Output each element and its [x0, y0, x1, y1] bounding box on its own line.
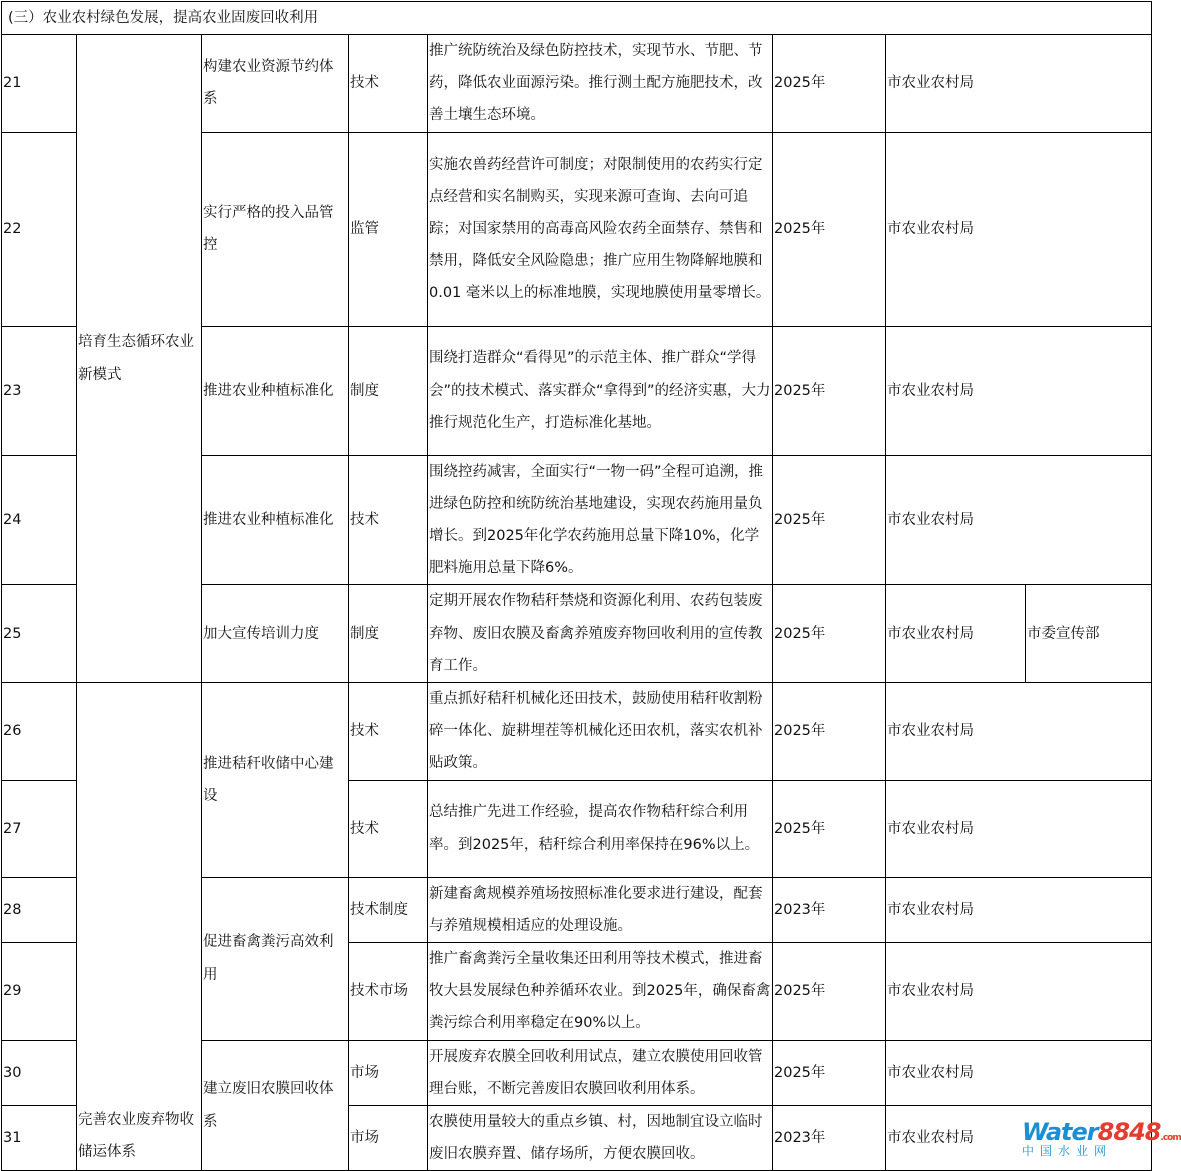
- type-cell: 监管: [349, 132, 428, 326]
- lead-dept-cell: 市农业农村局: [886, 35, 1152, 133]
- type-cell: 技术: [349, 35, 428, 133]
- measure-cell: 定期开展农作物秸秆禁烧和资源化利用、农药包装废弃物、废旧农膜及畜禽养殖废弃物回收利用的宣传教育工作。: [428, 585, 773, 683]
- measure-cell: 围绕控药减害，全面实行“一物一码”全程可追溯，推进绿色防控和统防统治基地建设，实现农药施用量负增长。到2025年化学农药施用总量下降10%，化学肥料施用总量下降6%。: [428, 455, 773, 585]
- row-number: 29: [2, 943, 77, 1041]
- lead-dept-cell: 市农业农村局: [886, 132, 1152, 326]
- type-cell: 技术: [349, 780, 428, 877]
- type-cell: 制度: [349, 585, 428, 683]
- task-cell: 推进秸秆收储中心建设: [202, 683, 349, 878]
- year-cell: 2025年: [773, 455, 886, 585]
- row-number: 30: [2, 1040, 77, 1105]
- task-cell: 加大宣传培训力度: [202, 585, 349, 683]
- task-cell: 实行严格的投入品管控: [202, 132, 349, 326]
- measure-cell: 开展废弃农膜全回收利用试点，建立农膜使用回收管理台账，不断完善废旧农膜回收利用体系。: [428, 1040, 773, 1105]
- lead-dept-cell: 市农业农村局: [886, 585, 1026, 683]
- measure-cell: 农膜使用量较大的重点乡镇、村，因地制宜设立临时废旧农膜弃置、储存场所，方便农膜回收。: [428, 1106, 773, 1171]
- type-cell: 制度: [349, 326, 428, 455]
- year-cell: 2023年: [773, 1106, 886, 1171]
- table-row: [2, 683, 1152, 781]
- lead-dept-cell: 市农业农村局: [886, 1106, 1152, 1171]
- measure-cell: 推广畜禽粪污全量收集还田利用等技术模式，推进畜牧大县发展绿色种养循环农业。到2025年，确保畜禽粪污综合利用率稳定在90%以上。: [428, 943, 773, 1041]
- row-number: 21: [2, 35, 77, 133]
- measure-cell: 实施农兽药经营许可制度；对限制使用的农药实行定点经营和实名制购买，实现来源可查询、去向可追踪；对国家禁用的高毒高风险农药全面禁存、禁售和禁用，降低安全风险隐患；推广应用生物降解地膜和 0.01 毫米以上的标准地膜，实现地膜使用量零增长。: [428, 132, 773, 326]
- task-cell: 推进农业种植标准化: [202, 455, 349, 585]
- group-cell: 完善农业废弃物收储运体系: [77, 683, 202, 1171]
- row-number: 23: [2, 326, 77, 455]
- measure-cell: 总结推广先进工作经验，提高农作物秸秆综合利用率。到2025年，秸秆综合利用率保持在96%以上。: [428, 780, 773, 877]
- type-cell: 技术: [349, 683, 428, 781]
- row-number: 24: [2, 455, 77, 585]
- year-cell: 2025年: [773, 683, 886, 781]
- year-cell: 2025年: [773, 326, 886, 455]
- measure-cell: 新建畜禽规模养殖场按照标准化要求进行建设，配套与养殖规模相适应的处理设施。: [428, 877, 773, 942]
- year-cell: 2023年: [773, 877, 886, 942]
- lead-dept-cell: 市农业农村局: [886, 1040, 1152, 1105]
- lead-dept-cell: 市农业农村局: [886, 326, 1152, 455]
- lead-dept-cell: 市农业农村局: [886, 943, 1152, 1041]
- task-cell: 推进农业种植标准化: [202, 326, 349, 455]
- type-cell: 市场: [349, 1106, 428, 1171]
- year-cell: 2025年: [773, 780, 886, 877]
- watermark-logo: [1022, 1118, 1181, 1162]
- lead-dept-cell: 市农业农村局: [886, 877, 1152, 942]
- row-number: 28: [2, 877, 77, 942]
- table-row: [2, 35, 1152, 133]
- row-number: 26: [2, 683, 77, 781]
- lead-dept-cell: 市农业农村局: [886, 683, 1152, 781]
- lead-dept-cell: 市农业农村局: [886, 455, 1152, 585]
- group-cell: 培育生态循环农业新模式: [77, 35, 202, 683]
- year-cell: 2025年: [773, 1040, 886, 1105]
- row-number: 31: [2, 1106, 77, 1171]
- type-cell: 技术市场: [349, 943, 428, 1041]
- measure-cell: 重点抓好秸秆机械化还田技术，鼓励使用秸秆收割粉碎一体化、旋耕埋茬等机械化还田农机，落实农机补贴政策。: [428, 683, 773, 781]
- measure-cell: 推广统防统治及绿色防控技术，实现节水、节肥、节药，降低农业面源污染。推行测土配方施肥技术，改善土壤生态环境。: [428, 35, 773, 133]
- year-cell: 2025年: [773, 585, 886, 683]
- assist-dept-cell: 市委宣传部: [1026, 585, 1152, 683]
- watermark-brand: Water8848.com: [1022, 1118, 1181, 1146]
- measure-cell: 围绕打造群众“看得见”的示范主体、推广群众“学得会”的技术模式、落实群众“拿得到”的经济实惠，大力推行规范化生产，打造标准化基地。: [428, 326, 773, 455]
- lead-dept-cell: 市农业农村局: [886, 780, 1152, 877]
- task-cell: 促进畜禽粪污高效利用: [202, 877, 349, 1040]
- year-cell: 2025年: [773, 943, 886, 1041]
- year-cell: 2025年: [773, 132, 886, 326]
- type-cell: 技术制度: [349, 877, 428, 942]
- type-cell: 技术: [349, 455, 428, 585]
- section-title: (三）农业农村绿色发展，提高农业固废回收利用: [2, 2, 1152, 35]
- type-cell: 市场: [349, 1040, 428, 1105]
- row-number: 22: [2, 132, 77, 326]
- watermark-brand-cn: 中国水业网: [1022, 1144, 1113, 1158]
- task-cell: 建立废旧农膜回收体系: [202, 1040, 349, 1171]
- row-number: 25: [2, 585, 77, 683]
- row-number: 27: [2, 780, 77, 877]
- task-table: [1, 1, 1181, 1171]
- year-cell: 2025年: [773, 35, 886, 133]
- task-cell: 构建农业资源节约体系: [202, 35, 349, 133]
